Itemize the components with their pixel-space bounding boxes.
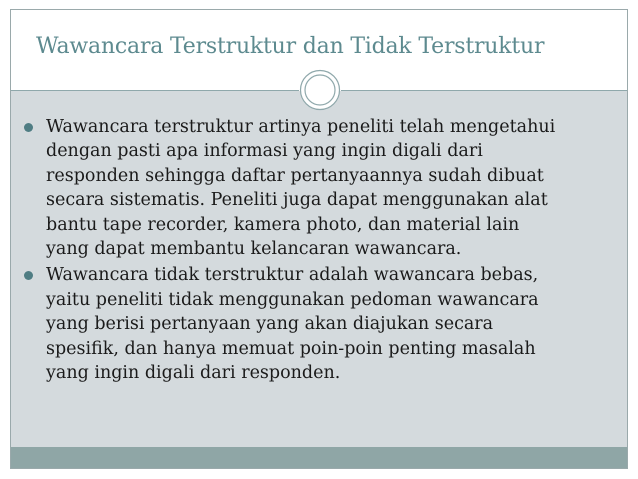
bullet-line: responden sehingga daftar pertanyaannya sudah dibuat [46,165,544,186]
footer-band [11,447,627,468]
bullet-line: bantu tape recorder, kamera photo, dan material lain [46,214,520,235]
double-circle-ornament-icon [299,69,341,111]
circle-bullet-icon [24,271,33,280]
title-divider-left [11,90,299,91]
bullet-line: yang ingin digali dari responden. [46,363,341,384]
bullet-line: yang berisi pertanyaan yang akan diajukan secara [46,314,494,335]
slide-title: Wawancara Terstruktur dan Tidak Terstruktur [36,34,545,59]
bullet-list [24,115,620,387]
bullet-line: spesifik, dan hanya memuat poin-poin penting masalah [46,338,536,359]
bullet-line: dengan pasti apa informasi yang ingin digali dari [46,141,483,162]
title-divider-right [341,90,627,91]
bullet-line: yang dapat membantu kelancaran wawancara. [46,239,462,260]
bullet-line: yaitu peneliti tidak menggunakan pedoman wawancara [46,289,539,310]
bullet-item-unstructured-interview [24,263,620,385]
circle-bullet-icon [24,123,33,132]
bullet-line: Wawancara tidak terstruktur adalah wawancara bebas, [46,265,539,286]
bullet-line: secara sistematis. Peneliti juga dapat menggunakan alat [46,190,548,211]
bullet-item-structured-interview [24,115,620,261]
bullet-line: Wawancara terstruktur artinya peneliti telah mengetahui [46,117,556,137]
